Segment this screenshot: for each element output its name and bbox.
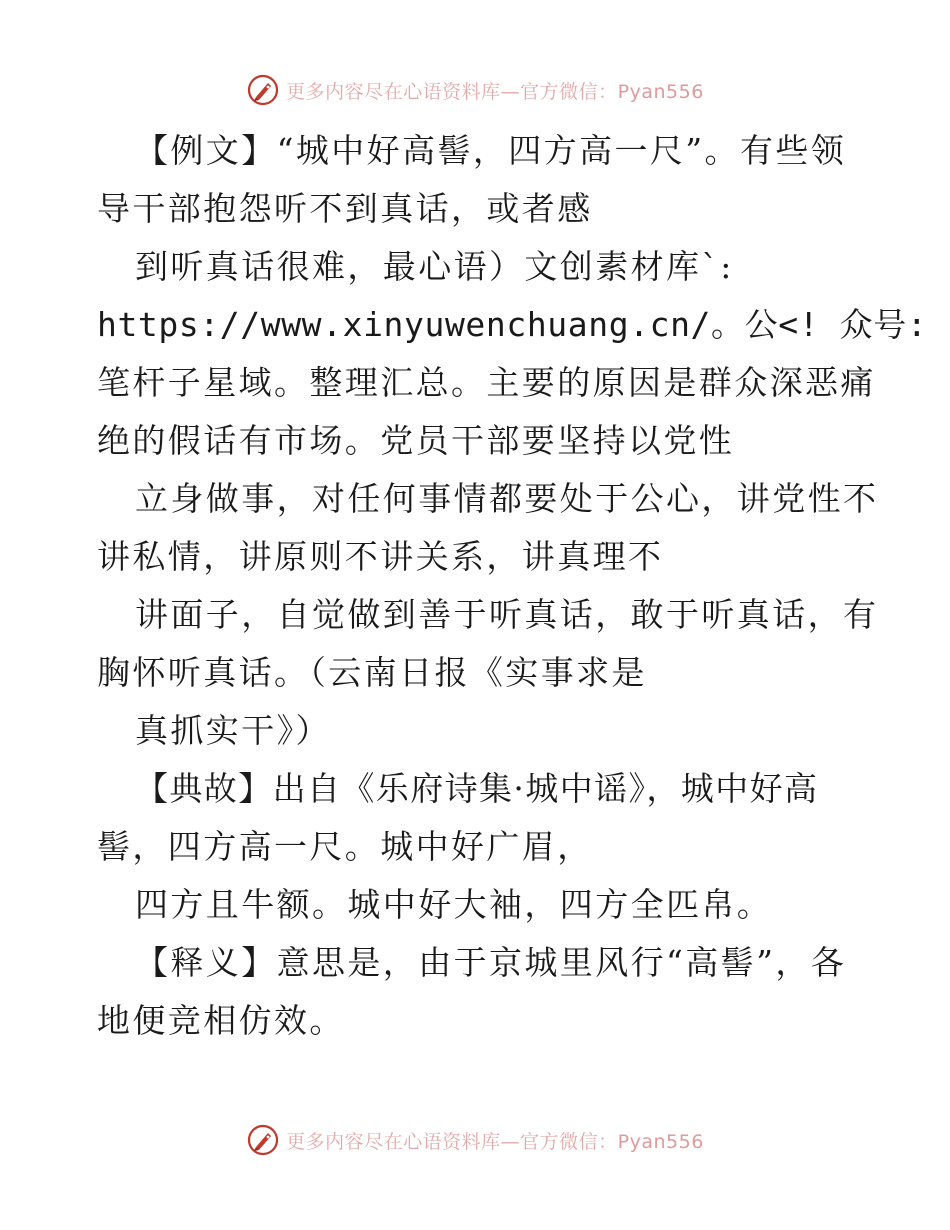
text-line: 【例文】“城中好高髻，四方高一尺”。有些领 [135, 131, 847, 170]
text-line: 到听真话很难，最心语）文创素材库ˋ: [135, 247, 734, 286]
text-line: 讲私情，讲原则不讲关系，讲真理不 [97, 537, 664, 576]
text-line: 四方且牛额。城中好大袖，四方全匹帛。 [135, 885, 773, 924]
header-banner-label: 更多内容尽在心语资料库—官方微信： [286, 80, 618, 103]
footer-banner-label: 更多内容尽在心语资料库—官方微信： [286, 1130, 618, 1153]
text-line: 真抓实干》） [135, 711, 331, 750]
text-line: 导干部抱怨听不到真话，或者感 [97, 189, 593, 228]
text-line: 讲面子，自觉做到善于听真话，敢于听真话，有 [135, 595, 879, 634]
text-line: 笔杆子星域。整理汇总。主要的原因是群众深恶痛 [97, 363, 876, 402]
text-line: 地便竞相仿效。 [97, 1001, 345, 1040]
header-banner-handle: Pyan556 [617, 80, 704, 103]
footer-banner [0, 1120, 950, 1160]
text-line: 髻，四方高一尺。城中好广眉， [97, 827, 593, 866]
text-line: 【典故】出自《乐府诗集·城中谣》，城中好高 [135, 769, 819, 808]
text-line-url: https://www.xinyuwenchuang.cn/。公<! 众号: [97, 305, 928, 344]
text-line: 立身做事，对任何事情都要处于公心，讲党性不 [135, 479, 879, 518]
text-line: 绝的假话有市场。党员干部要坚持以党性 [97, 421, 735, 460]
pen-nib-logo-icon [246, 73, 280, 107]
article-body [97, 122, 928, 1050]
pen-nib-logo-icon [246, 1123, 280, 1157]
text-line: 胸怀听真话。（云南日报《实事求是 [97, 653, 647, 692]
footer-banner-handle: Pyan556 [617, 1130, 704, 1153]
text-line: 【释义】意思是，由于京城里风行“高髻”，各 [135, 943, 847, 982]
header-banner-text [286, 77, 704, 104]
footer-banner-text [286, 1127, 704, 1154]
header-banner [0, 70, 950, 110]
